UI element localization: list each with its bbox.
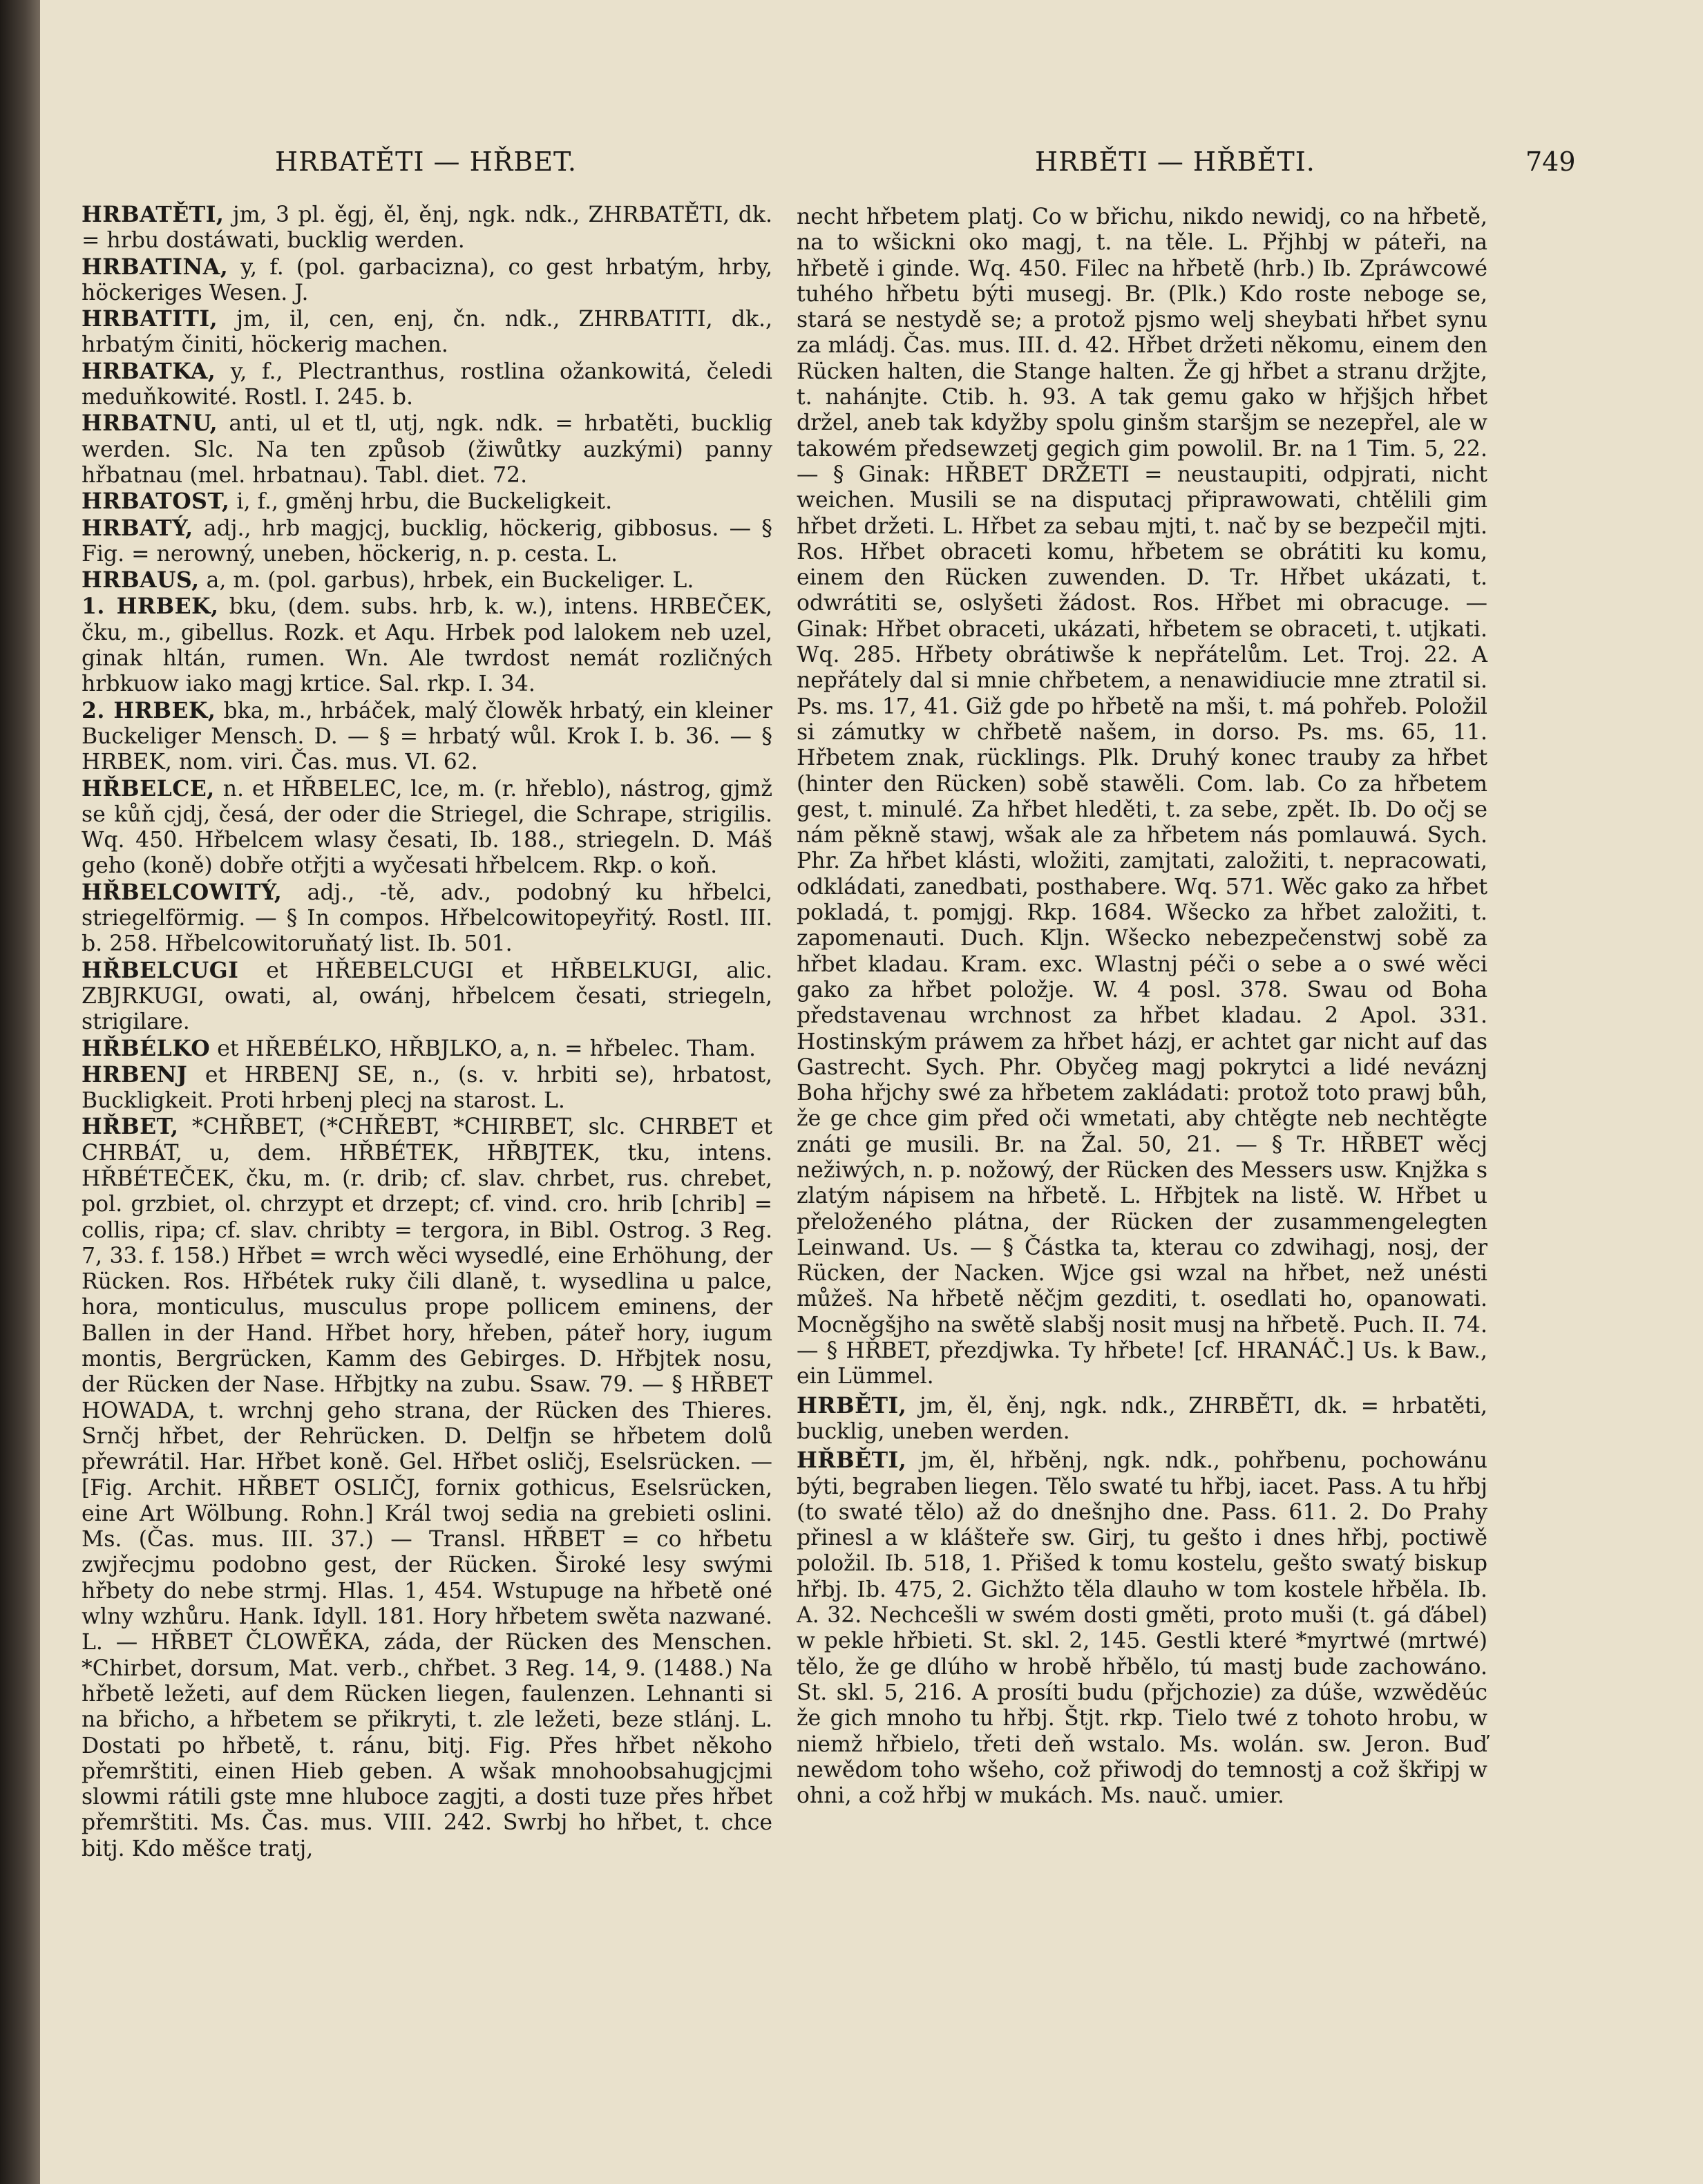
entry-text: et HRBENJ SE, n., (s. v. hrbiti se), hrbatost, Buckligkeit. Proti hrbenj plecj na starost. L. <box>82 1062 772 1114</box>
entry-text: y, f. (pol. garbacizna), co gest hrbatým, hrby, höckeriges Wesen. J. <box>82 254 773 305</box>
left-column <box>82 202 772 1862</box>
dictionary-entry <box>82 1114 772 1862</box>
dictionary-entry <box>82 306 772 359</box>
dictionary-entry <box>82 880 772 958</box>
dictionary-entry <box>82 698 772 776</box>
entry-text: a, m. (pol. garbus), hrbek, ein Buckeliger. L. <box>206 568 694 594</box>
dictionary-entry <box>797 1393 1487 1445</box>
entry-text: adj., -tě, adv., podobný ku hřbelci, striegelförmig. — § In compos. Hřbelcowitopeyřitý. Rostl. III. b. 258. Hřbelcowitoruňatý list. Ib. 501. <box>82 880 772 957</box>
entry-headword: HRBĚTI, <box>797 1392 907 1418</box>
dictionary-entry <box>82 958 772 1036</box>
entry-text: necht hřbetem platj. Co w břichu, nikdo newidj, co na hřbetě, na to wšickni oko magj, t. na těle. L. Přjhbj w páteři, na hřbetě i ginde. Wq. 450. Filec na hřbetě (hrb.) Ib. Zpráwcowé tuhého hřbetu býti musegj. Br. (Plk.) Kdo roste neboge se, stará se nestydě se; a protož pjsmo welj sheybati hřbet synu za mládj. Čas. mus. III. d. 42. Hřbet držeti někomu, einem den Rücken halten, die Stange halten. Že gj hřbet a stranu držjte, t. nahánjte. Ctib. h. 93. A tak gemu gako w hřjšjch hřbet držel, aneb tak kdyžby spolu ginšm staršjm se nezepřel, ale w takowém předsewzetj gegich gim powolil. Br. na 1 Tim. 5, 22. — § Ginak: HŘBET DRŽETI = neustaupiti, odpjrati, nicht weichen. Musili se na disputacj připrawowati, chtělili gim hřbet držeti. L. Hřbet za sebau mjti, t. nač by se bezpečil mjti. Ros. Hřbet obraceti komu, hřbetem se obrátiti ku komu, einem den Rücken zuwenden. D. Tr. Hřbet ukázati, t. odwrátiti se, oslyšeti žádost. Ros. Hřbet mi obracuge. — Ginak: Hřbet obraceti, ukázati, hřbetem se obraceti, t. utjkati. Wq. 285. Hřbety obrátiwše k nepřátelům. Let. Troj. 22. A nepřátely dal si mnie chřbetem, a nenawidiucie mne ztratil si. Ps. ms. 17, 41. Giž gde po hřbetě na mši, t. má pohřeb. Položil si zámutky w chřbetě našem, in dorso. Ps. ms. 65, 11. Hřbetem znak, rücklings. Plk. Druhý konec trauby za hřbet (hinter den Rücken) sobě stawěli. Com. lab. Co za hřbetem gest, t. minulé. Za hřbet hleděti, t. za sebe, zpět. Ib. Do očj se nám pěkně stawj, wšak ale za hřbetem nás pomlauwá. Sych. Phr. Za hřbet klásti, wložiti, zamjtati, založiti, t. nepracowati, odkládati, zanedbati, posthabere. Wq. 571. Wěc gako za hřbet pokladá, t. pomjgj. Rkp. 1684. Wšecko za hřbet založiti, t. zapomenauti. Duch. Kljn. Wšecko nebezpečenstwj sobě za hřbet kladau. Kram. exc. Wlastnj péči o sebe a o swé wěci gako za hřbet položje. W. 4 posl. 378. Swau od Boha představenau wrchnost za hřbet kladau. 2 Apol. 331. Hostinským práwem za hřbet házj, er achtet gar nicht auf das Gastrecht. Sych. Phr. Obyčeg magj pokrytci a lidé neváznj Boha hřjchy swé za hřbetem zakládati: protož toto prawj bůh, že ge chce gim před oči wmetati, aby chtěgte neb nechtěgte znáti ge musili. Br. na Žal. 50, 21. — § Tr. HŘBET wěcj nežiwých, n. p. nožowý, der Rücken des Messers usw. Knjžka s zlatým nápisem na hřbetě. L. Hřbjtek na listě. W. Hřbet u přeloženého plátna, der Rücken der zusammengelegten Leinwand. Us. — § Částka ta, kterau co zdwihagj, nosj, der Rücken, der Nacken. Wjce gsi wzal na hřbet, než unésti můžeš. Na hřbetě něčjm gezditi, t. osedlati ho, opanowati. Mocněgšjho na swětě slabšj nosit musj na hřbetě. Puch. II. 74. — § HŘBET, přezdjwka. Ty hřbete! [cf. HRANÁČ.] Us. k Baw., ein Lümmel. <box>797 205 1487 1389</box>
entry-headword: HRBATITI, <box>82 306 218 332</box>
entry-headword: HRBAUS, <box>82 567 200 594</box>
dictionary-entry <box>82 1036 772 1062</box>
entry-headword: HRBATÝ, <box>82 515 193 541</box>
entry-text: jm, il, cen, enj, čn. ndk., ZHRBATITI, dk., hrbatým činiti, höckerig machen. <box>82 307 772 358</box>
entry-text: bka, m., hrbáček, malý člowěk hrbatý, ein kleiner Buckeliger Mensch. D. — § = hrbatý wůl. Krok I. b. 36. — § HRBEK, nom. viri. Čas. mus. VI. 62. <box>82 698 772 775</box>
entry-headword: HŘBĚTI, <box>797 1447 907 1474</box>
running-head-left: HRBATĚTI — HŘBET. <box>275 146 577 177</box>
entry-headword: HRBATĚTI, <box>82 202 225 227</box>
dictionary-entry <box>82 1062 772 1114</box>
entry-text: et HŘEBELCUGI et HŘBELKUGI, alic. ZBJRKUGI, owati, al, owánj, hřbelcem česati, striegeln, strigilare. <box>82 958 773 1035</box>
dictionary-entry <box>797 205 1487 1390</box>
entry-text: bku, (dem. subs. hrb, k. w.), intens. HRBEČEK, čku, m., gibellus. Rozk. et Aqu. Hrbek pod lalokem neb uzel, ginak hltán, rumen. Wn. Ale twrdost nemát rozličných hrbkuow iako magj krtice. Sal. rkp. I. 34. <box>82 594 772 697</box>
book-spine-shadow <box>0 0 41 2184</box>
dictionary-entry <box>82 410 772 488</box>
entry-headword: HŘBELCUGI <box>82 957 239 983</box>
dictionary-page <box>40 0 1703 2184</box>
entry-headword: HŘBET, <box>82 1114 179 1140</box>
dictionary-entry <box>82 776 772 880</box>
running-head-right: HRBĚTI — HŘBĚTI. <box>1035 146 1315 177</box>
entry-text: et HŘEBÉLKO, HŘBJLKO, a, n. = hřbelec. Tham. <box>217 1036 757 1061</box>
entry-headword: 1. HRBEK, <box>82 594 219 620</box>
entry-text: anti, ul et tl, utj, ngk. ndk. = hrbatěti, bucklig werden. Slc. Na ten způsob (žiwůtky auzkými) panny hřbatnau (mel. hrbatnau). Tabl. diet. 72. <box>82 411 772 488</box>
dictionary-entry <box>82 515 772 568</box>
dictionary-entry <box>82 488 772 515</box>
entry-text: jm, ěl, ěnj, ngk. ndk., ZHRBĚTI, dk. = hrbatěti, bucklig, uneben werden. <box>797 1393 1487 1444</box>
entry-text: jm, ěl, hřběnj, ngk. ndk., pohřbenu, pochowánu býti, begraben liegen. Tělo swaté tu hřbj, iacet. Pass. A tu hřbj (to swaté tělo) až do dnešnjho dne. Pass. 611. 2. Do Prahy přinesl a w klášteře sw. Girj, tu gešto i dnes hřbj, poctiwě položil. Ib. 518, 1. Přišed k tomu kostelu, gešto swatý biskup hřbj. Ib. 475, 2. Gichžto těla dlauho w tom kostele hřběla. Ib. A. 32. Nechcešli w swém dosti gměti, proto muši (t. gá ďábel) w pekle hřbieti. St. skl. 2, 145. Gestli které *myrtwé (mrtwé) tělo, že ge dlúho w hrobě hřbělo, tú mastj bude zachowáno. St. skl. 5, 216. A prosíti budu (přjchozie) za dúše, wzwěděúc že gich mnoho tu hřbj. Štjt. rkp. Tielo twé z tohoto hrobu, w niemž hřbielo, třeti deň wstalo. Ms. wolán. sw. Jeron. Buď newědom toho wšeho, což přiwodj do temnostj a což škřipj w ohni, a což hřbj w mukách. Ms. nauč. umier. <box>797 1448 1488 1809</box>
dictionary-entry <box>82 359 772 411</box>
entry-text: jm, 3 pl. ěgj, ěl, ěnj, ngk. ndk., ZHRBATĚTI, dk. = hrbu dostáwati, bucklig werden. <box>82 202 773 254</box>
entry-headword: 2. HRBEK, <box>82 697 216 723</box>
entry-headword: HRBATKA, <box>82 358 216 384</box>
entry-text: *CHŘBET, (*CHŘEBT, *CHIRBET, slc. CHRBET et CHRBÁT, u, dem. HŘBÉTEK, HŘBJTEK, tku, intens. HŘBÉTEČEK, čku, m. (r. drib; cf. slav. chrbet, rus. chrebet, pol. grzbiet, ol. chrzypt et drzept; cf. vind. cro. hrib [chrib] = collis, ripa; cf. slav. chribty = tergora, in Bibl. Ostrog. 3 Reg. 7, 33. f. 158.) Hřbet = wrch wěci wysedlé, eine Erhöhung, der Rücken. Ros. Hřbétek ruky čili dlaně, t. wysedlina u palce, hora, monticulus, musculus prope pollicem eminens, der Ballen in der Hand. Hřbet hory, hřeben, páteř hory, iugum montis, Bergrücken, Kamm des Gebirges. D. Hřbjtek nosu, der Rücken der Nase. Hřbjtky na zubu. Ssaw. 79. — § HŘBET HOWADA, t. wrchnj geho strana, der Rücken des Thieres. Srnčj hřbet, der Rehrücken. D. Delfjn se hřbetem dolů přewrátil. Har. Hřbet koně. Gel. Hřbet osličj, Eselsrücken. — [Fig. Archit. HŘBET OSLIČJ, fornix gothicus, Eselsrücken, eine Art Wölbung. Rohn.] Král twoj sedia na grebieti oslini. Ms. (Čas. mus. III. 37.) — Transl. HŘBET = co hřbetu zwjřecjmu podobno gest, der Rücken. Široké lesy swými hřbety do nebe strmj. Hlas. 1, 454. Wstupuge na hřbetě oné wlny wzhůru. Hank. Idyll. 181. Hory hřbetem swěta nazwané. L. — HŘBET ČLOWĚKA, záda, der Rücken des Menschen. *Chirbet, dorsum, Mat. verb., chřbet. 3 Reg. 14, 9. (1488.) Na hřbetě ležeti, auf dem Rücken liegen, faulenzen. Lehnanti si na břicho, a hřbetem se přikryti, t. zle ležeti, beze stlánj. L. Dostati po hřbetě, t. ránu, bitj. Fig. Přes hřbet někoho přemrštiti, einen Hieb geben. A wšak mnohoobsahugjcjmi slowmi rátili gste mne hlubоce zagjti, a dosti tuze přes hřbet přemrštiti. Ms. Čas. mus. VIII. 242. Swrbj ho hřbet, t. chce bitj. Kdo měšce tratj, <box>82 1114 772 1861</box>
entry-headword: HRBATNU, <box>82 410 218 437</box>
right-column <box>797 202 1487 1809</box>
entry-headword: HŘBELCOWITÝ, <box>82 879 283 905</box>
entry-text: adj., hrb magjcj, bucklig, höckerig, gibbosus. — § Fig. = nerowný, uneben, höckerig, n. p. cesta. L. <box>82 515 773 567</box>
entry-text: y, f., Plectranthus, rostlina ožankowitá, čeledi meduňkowité. Rostl. I. 245. b. <box>82 359 772 410</box>
entry-headword: HRBATOST, <box>82 488 230 515</box>
dictionary-entry <box>82 594 772 697</box>
entry-headword: HRBATINA, <box>82 254 229 280</box>
dictionary-entry <box>797 1447 1487 1809</box>
entry-text: n. et HŘBELEC, lce, m. (r. hřeblo), nástrog, gjmž se kůň cjdj, česá, der oder die Striegel, die Schrape, strigilis. Wq. 450. Hřbelcem wlasy česati, Ib. 188., striegeln. D. Máš geho (koně) dobře otřjti a wyčesati hřbelcem. Rkp. o koň. <box>82 776 772 879</box>
entry-headword: HRBENJ <box>82 1061 188 1088</box>
dictionary-entry <box>82 567 772 594</box>
entry-headword: HŘBELCE, <box>82 775 215 801</box>
entry-text: i, f., gměnj hrbu, die Buckeligkeit. <box>236 489 613 515</box>
dictionary-entry <box>82 254 772 307</box>
page-number: 749 <box>1525 146 1576 177</box>
entry-headword: HŘBÉLKO <box>82 1035 211 1061</box>
dictionary-entry <box>82 202 772 254</box>
